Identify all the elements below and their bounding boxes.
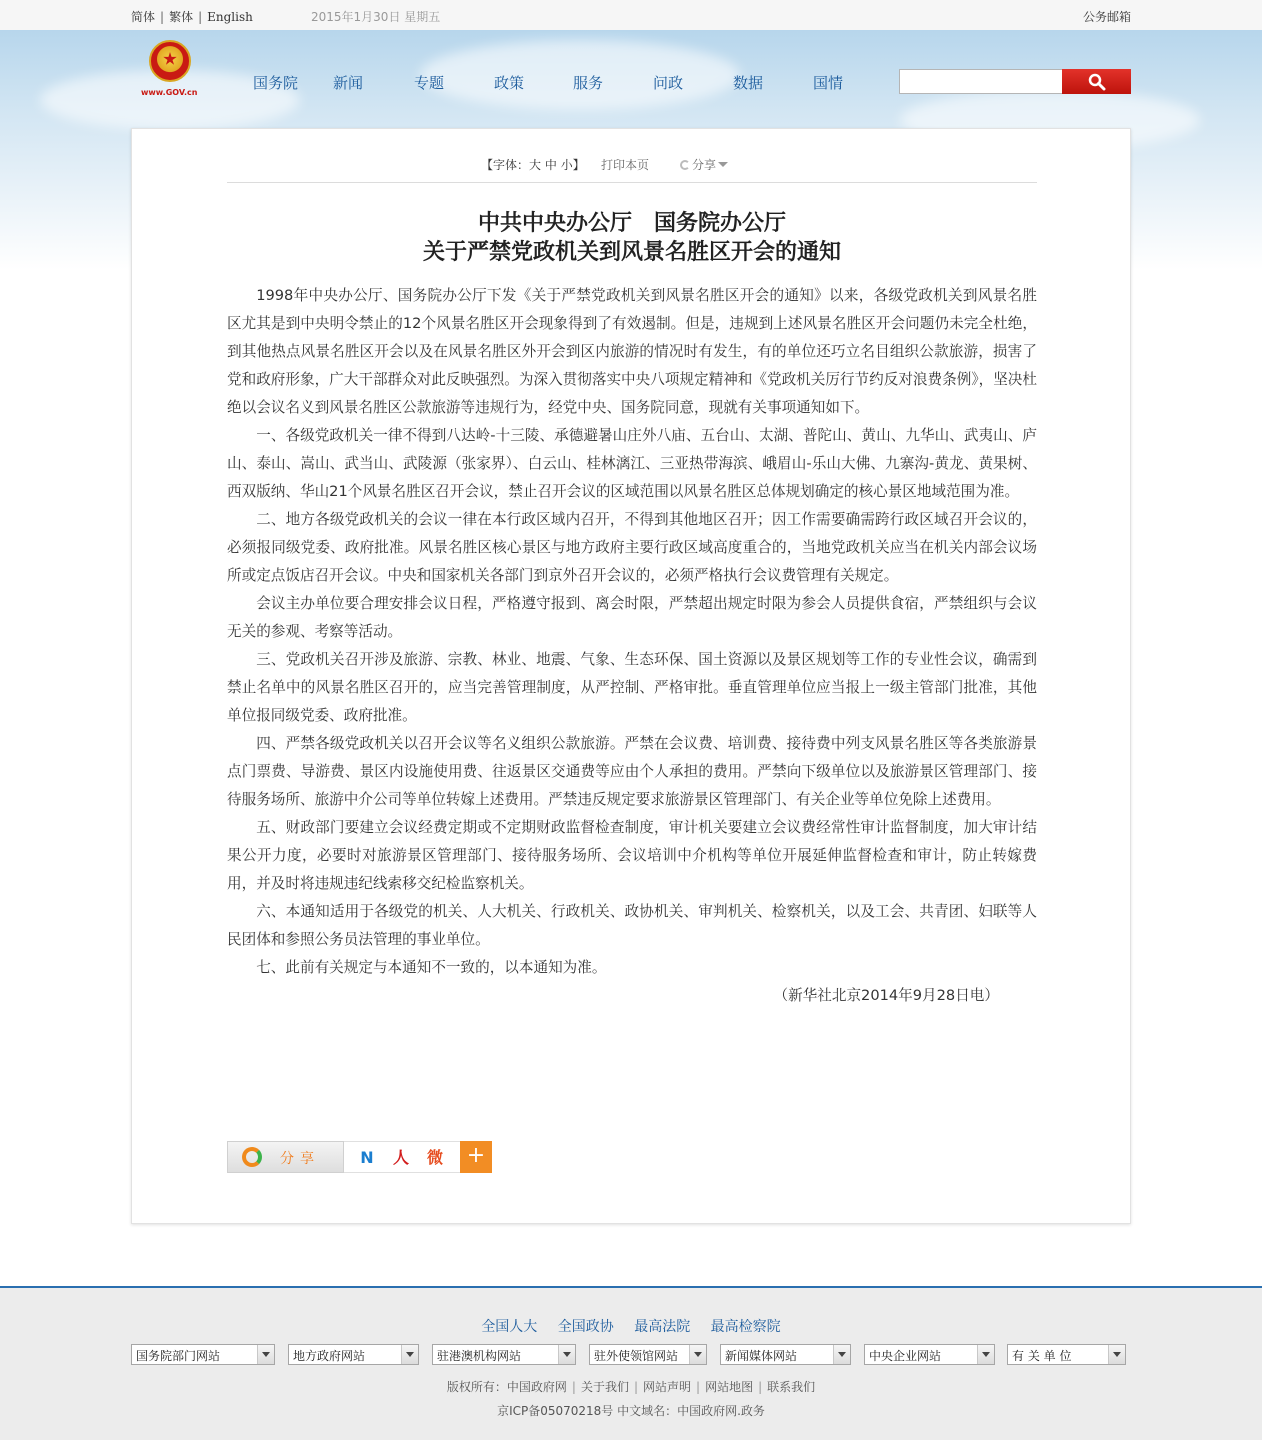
share-netease-icon[interactable]: N [360,1148,374,1167]
top-bar-inner [131,0,1131,30]
font-size-label: 【字体： [481,158,530,172]
font-size-label-end: 】 [572,158,585,172]
share-dropdown[interactable] [680,156,728,173]
footer-link-supreme-court[interactable]: 最高法院 [634,1319,691,1335]
select-value: 驻港澳机构网站 [437,1349,522,1363]
nav-item-news[interactable]: 新闻 [333,74,364,92]
footer-links [0,1316,1262,1336]
share-weibo-icon[interactable]: 微 [426,1148,443,1167]
lang-traditional-link[interactable]: 繁体 [169,10,194,24]
search-box [899,69,1063,94]
nav-item-topics[interactable]: 专题 [414,74,445,92]
search-button[interactable] [1062,69,1131,94]
article-paragraph: 六、本通知适用于各级党的机关、人大机关、行政机关、政协机关、审判机关、检察机关，以及工会、共青团、妇联等人民团体和参照公务员法管理的事业单位。 [227,903,1037,948]
select-value: 国务院部门网站 [136,1349,221,1363]
share-logo-icon [242,1147,262,1167]
site-logo[interactable] [141,40,201,102]
chevron-down-icon [718,162,728,167]
about-us-link[interactable]: 关于我们 [580,1380,629,1394]
article-paragraph: 1998年中央办公厅、国务院办公厅下发《关于严禁党政机关到风景名胜区开会的通知》以来，各级党政机关到风景名胜区尤其是到中央明令禁止的12个风景名胜区开会现象得到了有效遏制。但是，违规到上述风景名胜区开会问题仍未完全杜绝，到其他热点风景名胜区开会以及在风景名胜区外开会到区内旅游的情况时有发生，有的单位还巧立名目组织公款旅游，损害了党和政府形象，广大干部群众对此反映强烈。为深入贯彻落实中央八项规定精神和《党政机关厉行节约反对浪费条例》，坚决杜绝以会议名义到风景名胜区公款旅游等违规行为，经党中央、国务院同意，现就有关事项通知如下。 [227,287,1037,416]
share-icon [680,160,690,170]
share-more-button[interactable]: + [460,1141,492,1173]
copyright-site-link[interactable]: 中国政府网 [506,1380,567,1394]
select-central-enterprise-sites[interactable] [864,1344,995,1365]
language-switcher [131,8,253,25]
search-input[interactable] [900,70,1062,93]
article-paragraph: 一、各级党政机关一律不得到八达岭-十三陵、承德避暑山庄外八庙、五台山、太湖、普陀山、黄山、九华山、武夷山、庐山、泰山、嵩山、武当山、武陵源（张家界）、白云山、桂林漓江、三亚热带海滨、峨眉山-乐山大佛、九寨沟-黄龙、黄果树、西双版纳、华山21个风景名胜区召开会议，禁止召开会议的区域范围以风景名胜区总体规划确定的核心景区地域范围为准。 [227,427,1037,500]
contact-us-link[interactable]: 联系我们 [767,1380,816,1394]
chevron-down-icon [401,1345,418,1364]
article-paragraph: 五、财政部门要建立会议经费定期或不定期财政监督检查制度，审计机关要建立会议费经常性审计监督制度，加大审计结果公开力度，必要时对旅游景区管理部门、接待服务场所、会议培训中介机构等单位开展延伸监督检查和审计，防止转嫁费用，并及时将违规违纪线索移交纪检监察机关。 [227,819,1037,892]
share-sites [344,1141,460,1173]
chevron-down-icon [257,1345,274,1364]
font-size-control [481,156,585,173]
top-bar [0,0,1262,30]
share-main-button[interactable] [227,1141,344,1173]
nav-item-national-info[interactable]: 国情 [813,74,844,92]
chevron-down-icon [689,1345,706,1364]
toolbar-divider [227,182,1037,183]
share-people-icon[interactable]: 人 [392,1148,409,1167]
footer [0,1286,1262,1440]
select-value: 驻外使领馆网站 [594,1349,679,1363]
select-local-gov-sites[interactable] [288,1344,419,1365]
footer-copyright [0,1378,1262,1395]
select-media-sites[interactable] [720,1344,851,1365]
article-paragraph: 三、党政机关召开涉及旅游、宗教、林业、地震、气象、生态环保、国土资源以及景区规划等工作的专业性会议，确需到禁止名单中的风景名胜区召开的，应当完善管理制度，从严控制、严格审批。垂直管理单位应当报上一级主管部门批准，其他单位报同级党委、政府批准。 [227,651,1037,724]
sitemap-link[interactable]: 网站地图 [705,1380,754,1394]
footer-separator: | [696,1380,701,1394]
lang-separator: | [198,10,203,24]
nav-item-inquiry[interactable]: 问政 [653,74,684,92]
share-bar-label: 分享 [280,1151,320,1167]
article-body [227,282,1037,1010]
select-related-units[interactable] [1007,1344,1126,1365]
print-page-link[interactable]: 打印本页 [601,158,650,172]
nav-item-policy[interactable]: 政策 [494,74,525,92]
share-label: 分享 [692,158,717,172]
select-hk-macau-sites[interactable] [432,1344,576,1365]
article-source: （新华社北京2014年9月28日电） [773,987,999,1004]
lang-separator: | [160,10,165,24]
select-value: 地方政府网站 [293,1349,366,1363]
select-embassy-sites[interactable] [589,1344,707,1365]
nav-item-services[interactable]: 服务 [573,74,604,92]
lang-english-link[interactable]: English [207,10,253,24]
official-mail-link[interactable]: 公务邮箱 [1082,10,1131,24]
national-emblem-icon [149,40,191,82]
footer-link-cppcc[interactable]: 全国政协 [557,1319,614,1335]
share-bar [227,1141,492,1173]
footer-separator: | [758,1380,763,1394]
title-line-2: 关于严禁党政机关到风景名胜区开会的通知 [422,239,841,265]
current-date: 2015年1月30日 星期五 [311,10,441,24]
nav-item-state-council[interactable]: 国务院 [253,74,299,92]
footer-link-procuratorate[interactable]: 最高检察院 [710,1319,781,1335]
font-size-small[interactable]: 小 [560,158,573,172]
chevron-down-icon [977,1345,994,1364]
footer-link-npc[interactable]: 全国人大 [481,1319,538,1335]
chevron-down-icon [833,1345,850,1364]
select-value: 新闻媒体网站 [725,1349,798,1363]
site-statement-link[interactable]: 网站声明 [643,1380,692,1394]
lang-simplified-link[interactable]: 简体 [131,10,156,24]
font-size-medium[interactable]: 中 [544,158,557,172]
chevron-down-icon [558,1345,575,1364]
article-paragraph: 二、地方各级党政机关的会议一律在本行政区域内召开，不得到其他地区召开；因工作需要确需跨行政区域召开会议的，必须报同级党委、政府批准。风景名胜区核心景区与地方政府主要行政区域高度重合的，当地党政机关应当在机关内部会议场所或定点饭店召开会议。中央和国家机关各部门到京外召开会议的，必须严格执行会议费管理有关规定。 [227,511,1037,584]
font-size-large[interactable]: 大 [529,158,542,172]
select-value: 有 关 单 位 [1012,1349,1072,1363]
article-paragraph: 四、严禁各级党政机关以召开会议等名义组织公款旅游。严禁在会议费、培训费、接待费中列支风景名胜区等各类旅游景点门票费、导游费、景区内设施使用费、往返景区交通费等应由个人承担的费用。严禁向下级单位以及旅游景区管理部门、接待服务场所、旅游中介公司等单位转嫁上述费用。严禁违反规定要求旅游景区管理部门、有关企业等单位免除上述费用。 [227,735,1037,808]
logo-text: www.GOV.cn [141,88,198,97]
footer-select-row [131,1344,1131,1366]
footer-separator: | [571,1380,576,1394]
nav-item-data[interactable]: 数据 [733,74,764,92]
footer-icp: 京ICP备05070218号 中文域名：中国政府网.政务 [497,1404,765,1418]
article-card [131,128,1131,1224]
chevron-down-icon [1108,1345,1125,1364]
select-value: 中央企业网站 [869,1349,942,1363]
copyright-prefix: 版权所有： [446,1380,507,1394]
article-paragraph: 会议主办单位要合理安排会议日程，严格遵守报到、离会时限，严禁超出规定时限为参会人员提供食宿，严禁组织与会议无关的参观、考察等活动。 [227,595,1037,640]
footer-separator: | [633,1380,638,1394]
article-paragraph: 七、此前有关规定与本通知不一致的，以本通知为准。 [256,959,607,976]
search-icon [1088,73,1106,91]
select-department-sites[interactable] [131,1344,275,1365]
title-line-1: 中共中央办公厅 国务院办公厅 [477,210,786,236]
search-form [899,69,1131,94]
article-title [227,209,1037,267]
